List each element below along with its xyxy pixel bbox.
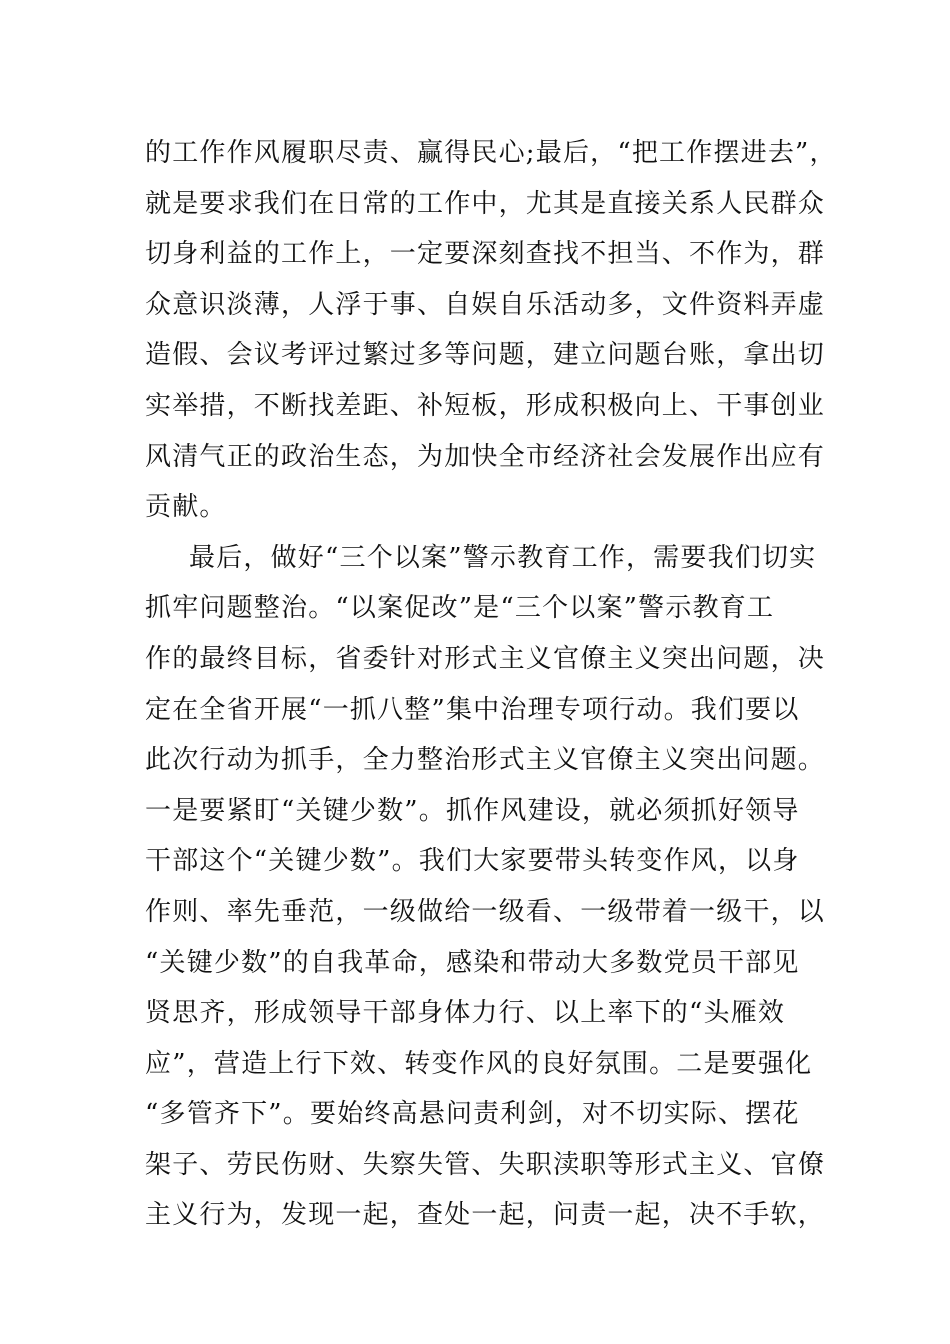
text-line: 主义行为，发现一起，查处一起，问责一起，决不手软， xyxy=(145,1200,826,1231)
text-line: “多管齐下”。要始终高悬问责利剑，对不切实际、摆花 xyxy=(145,1099,800,1130)
text-line: 抓牢问题整治。“以案促改”是“三个以案”警示教育工 xyxy=(145,593,775,624)
paragraph-first-line: 最后，做好“三个以案”警示教育工作，需要我们切实 xyxy=(189,542,817,573)
text-line: 一是要紧盯“关键少数”。抓作风建设，就必须抓好领导 xyxy=(145,795,800,826)
text-line: 风清气正的政治生态，为加快全市经济社会发展作出应有 xyxy=(145,441,826,472)
text-line: 作的最终目标，省委针对形式主义官僚主义突出问题，决 xyxy=(145,643,826,674)
text-line: 实举措，不断找差距、补短板，形成积极向上、干事创业 xyxy=(145,390,826,421)
text-line: 切身利益的工作上，一定要深刻查找不担当、不作为，群 xyxy=(145,239,826,270)
text-line: 众意识淡薄，人浮于事、自娱自乐活动多，文件资料弄虚 xyxy=(145,289,826,320)
text-line: 就是要求我们在日常的工作中，尤其是直接关系人民群众 xyxy=(145,188,826,219)
text-line: 架子、劳民伤财、失察失管、失职渎职等形式主义、官僚 xyxy=(145,1149,826,1180)
text-line: 此次行动为抓手，全力整治形式主义官僚主义突出问题。 xyxy=(145,745,826,776)
text-line: 造假、会议考评过繁过多等问题，建立问题台账，拿出切 xyxy=(145,340,826,371)
text-line: 贡献。 xyxy=(145,492,227,523)
text-line: “关键少数”的自我革命，感染和带动大多数党员干部见 xyxy=(145,947,800,978)
body-text xyxy=(145,128,845,1241)
text-line: 的工作作风履职尽责、赢得民心;最后，“把工作摆进去”， xyxy=(145,138,837,168)
text-line: 应”，营造上行下效、转变作风的良好氛围。二是要强化 xyxy=(145,1048,813,1079)
text-line: 贤思齐，形成领导干部身体力行、以上率下的“头雁效 xyxy=(145,998,786,1029)
text-line: 定在全省开展“一抓八整”集中治理专项行动。我们要以 xyxy=(145,694,800,725)
text-line: 干部这个“关键少数”。我们大家要带头转变作风，以身 xyxy=(145,846,800,877)
text-line: 作则、率先垂范，一级做给一级看、一级带着一级干，以 xyxy=(145,896,826,927)
